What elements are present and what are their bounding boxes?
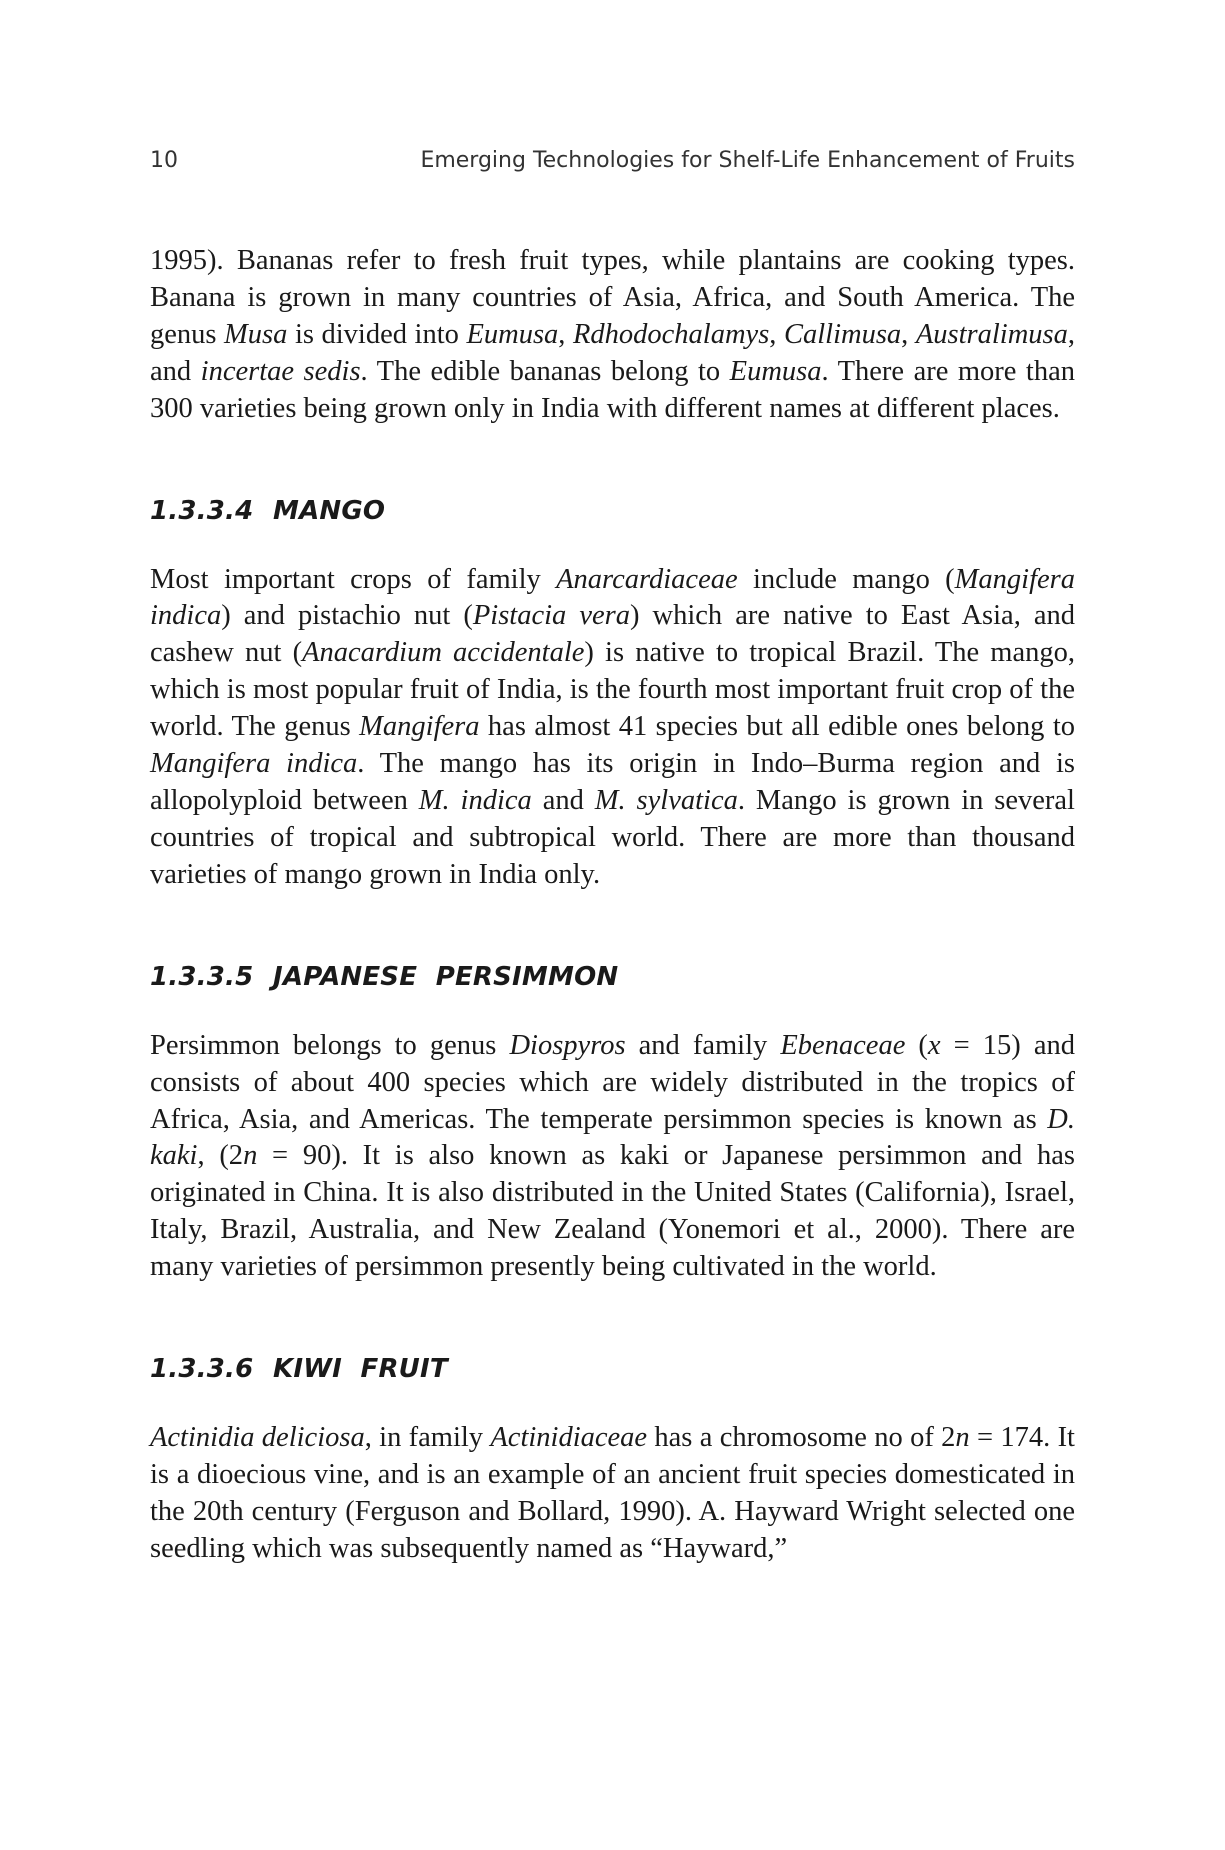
mango-paragraph: Most important crops of family Anarcardiaceae include mango (Mangifera indica) and pistachio nut (Pistacia vera) which are native to East Asia, and cashew nut (Anacardium accidentale) is native to tropical Brazil. The mango, which is most popular fruit of India, is the fourth most important fruit crop of the world. The genus Mangifera has almost 41 species but all edible ones belong to Mangifera indica. The mango has its origin in Indo–Burma region and is allopolyploid between M. indica and M. sylvatica. Mango is grown in several countries of tropical and subtropical world. There are more than thousand varieties of mango grown in India only. <box>150 563 1076 890</box>
page-body <box>150 243 1075 1568</box>
section-number: 1.3.3.6 <box>150 1354 254 1385</box>
section-title: JAPANESE PERSIMMON <box>273 961 619 992</box>
persimmon-paragraph: Persimmon belongs to genus Diospyros and family Ebenaceae (x = 15) and consists of about 400 species which are widely distributed in the tropics of Africa, Asia, and Americas. The temperate persimmon species is known as D. kaki, (2n = 90). It is also known as kaki or Japanese persimmon and has originated in China. It is also distributed in the United States (California), Israel, Italy, Brazil, Australia, and New Zealand (Yonemori et al., 2000). There are many varieties of persimmon presently being cultivated in the world. <box>150 1029 1076 1283</box>
section-heading-kiwi <box>150 1354 1075 1384</box>
section-title: MANGO <box>273 495 386 526</box>
section-number: 1.3.3.4 <box>150 495 254 526</box>
kiwi-paragraph: Actinidia deliciosa, in family Actinidiaceae has a chromosome no of 2n = 174. It is a dioecious vine, and is an example of an ancient fruit species domesticated in the 20th century (Ferguson and Bollard, 1990). A. Hayward Wright selected one seedling which was subsequently named as “Hayward,” <box>150 1422 1075 1564</box>
page-number: 10 <box>150 148 178 173</box>
section-heading-persimmon <box>150 962 1075 992</box>
running-head <box>150 148 1075 173</box>
intro-paragraph: 1995). Bananas refer to fresh fruit types, while plantains are cooking types. Banana is grown in many countries of Asia, Africa, and South America. The genus Musa is divided into Eumusa, Rdhodochalamys, Callimusa, Australimusa, and incertae sedis. The edible bananas belong to Eumusa. There are more than 300 varieties being grown only in India with different names at different places. <box>150 245 1076 424</box>
section-heading-mango <box>150 496 1075 526</box>
section-number: 1.3.3.5 <box>150 961 254 992</box>
running-title: Emerging Technologies for Shelf-Life Enhancement of Fruits <box>420 148 1075 173</box>
section-title: KIWI FRUIT <box>273 1354 448 1385</box>
